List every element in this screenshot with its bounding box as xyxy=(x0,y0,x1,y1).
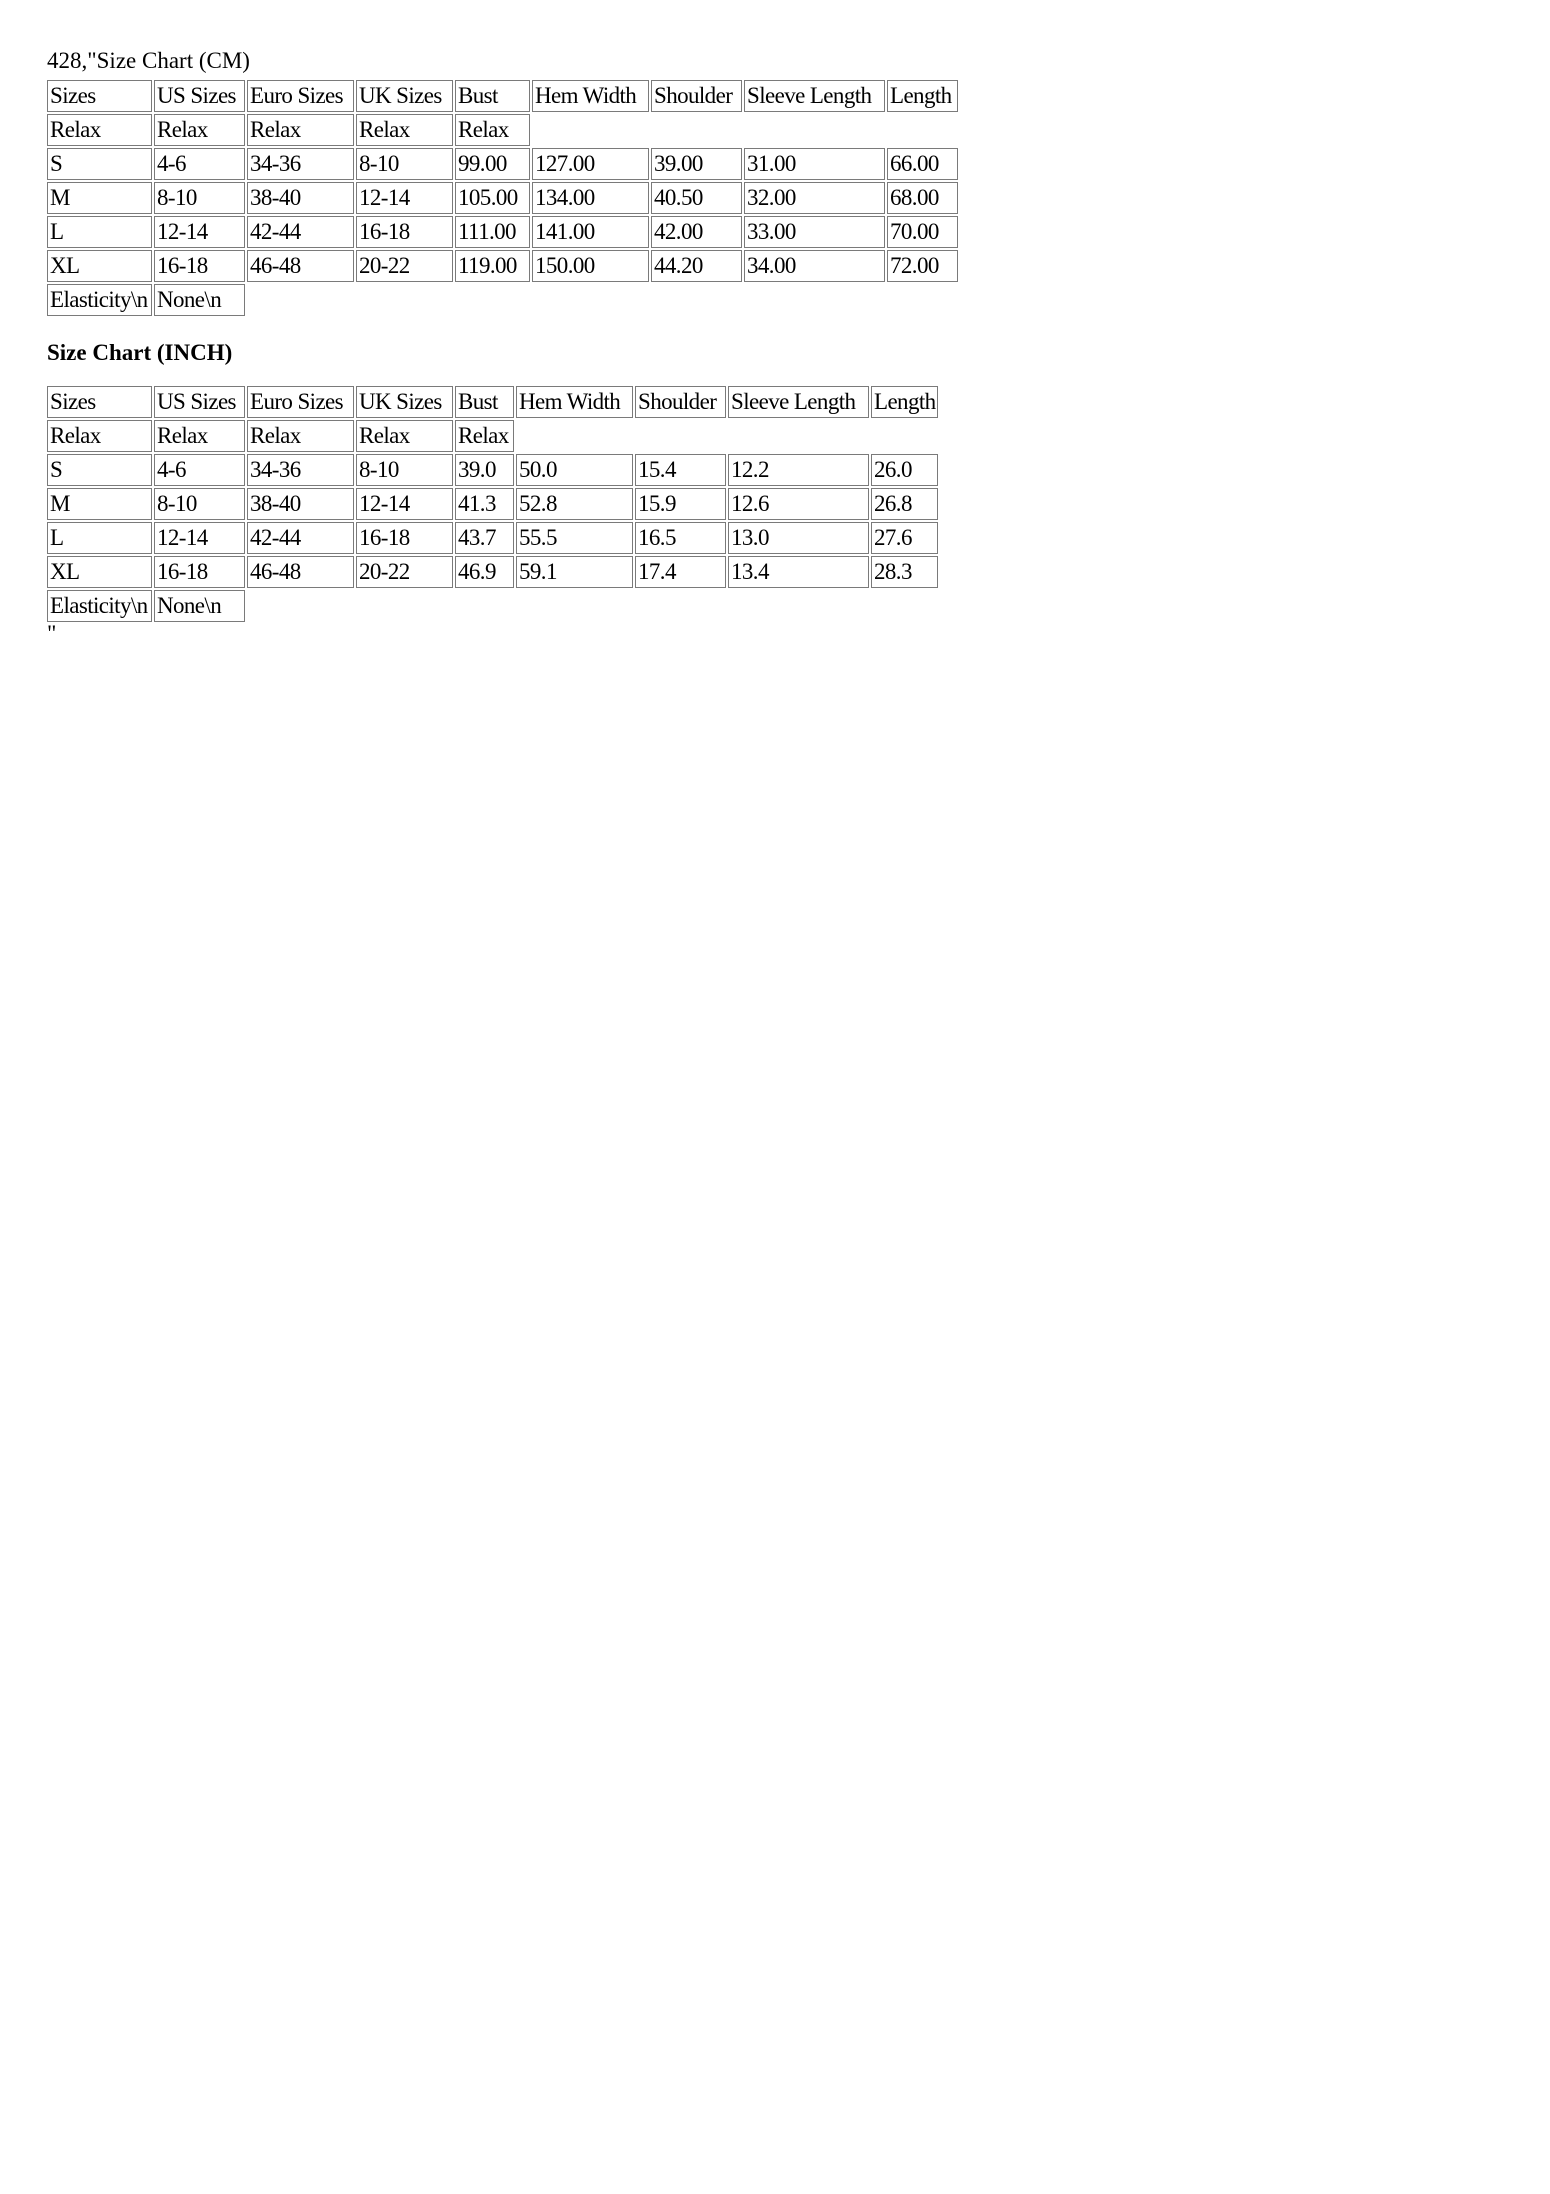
table-cell: 16.5 xyxy=(635,522,726,554)
table-cell: XL xyxy=(47,556,152,588)
empty-cell xyxy=(887,284,958,316)
table-subheader-row xyxy=(47,114,958,146)
table-cell: 4-6 xyxy=(154,454,245,486)
table-cell: 12.2 xyxy=(728,454,869,486)
table-cell: 44.20 xyxy=(651,250,742,282)
table-cell: 52.8 xyxy=(516,488,633,520)
header-cell: US Sizes xyxy=(154,80,245,112)
subheader-cell: Relax xyxy=(47,114,152,146)
header-cell: Sleeve Length xyxy=(728,386,869,418)
subheader-cell: Relax xyxy=(154,114,245,146)
elasticity-label-cell: Elasticity\n xyxy=(47,284,152,316)
table-cell: M xyxy=(47,182,152,214)
empty-cell xyxy=(871,590,938,622)
subheader-cell: Relax xyxy=(455,114,530,146)
table-cell: 50.0 xyxy=(516,454,633,486)
header-cell: UK Sizes xyxy=(356,386,453,418)
table-cell: 15.9 xyxy=(635,488,726,520)
table-cell: 40.50 xyxy=(651,182,742,214)
table-cell: S xyxy=(47,454,152,486)
header-cell: Shoulder xyxy=(651,80,742,112)
inch-chart-heading: Size Chart (INCH) xyxy=(47,340,233,365)
header-cell: Shoulder xyxy=(635,386,726,418)
elasticity-value-cell: None\n xyxy=(154,590,245,622)
table-cell: 12.6 xyxy=(728,488,869,520)
empty-cell xyxy=(887,114,958,146)
empty-cell xyxy=(651,284,742,316)
table-cell: 16-18 xyxy=(154,556,245,588)
table-cell: 8-10 xyxy=(154,488,245,520)
table-cell: 16-18 xyxy=(356,216,453,248)
table-cell: 66.00 xyxy=(887,148,958,180)
table-cell: 43.7 xyxy=(455,522,514,554)
table-row xyxy=(47,250,958,282)
table-cell: 34.00 xyxy=(744,250,885,282)
table-cell: 38-40 xyxy=(247,182,354,214)
table-cell: 119.00 xyxy=(455,250,530,282)
empty-cell xyxy=(455,284,530,316)
empty-cell xyxy=(744,284,885,316)
table-cell: L xyxy=(47,522,152,554)
table-cell: 70.00 xyxy=(887,216,958,248)
subheader-cell: Relax xyxy=(247,420,354,452)
table-cell: 13.4 xyxy=(728,556,869,588)
table-row xyxy=(47,522,938,554)
header-cell: Hem Width xyxy=(532,80,649,112)
table-row xyxy=(47,182,958,214)
table-cell: 12-14 xyxy=(154,216,245,248)
table-row xyxy=(47,556,938,588)
header-cell: Sizes xyxy=(47,386,152,418)
subheader-cell: Relax xyxy=(356,420,453,452)
table-cell: 4-6 xyxy=(154,148,245,180)
table-cell: 111.00 xyxy=(455,216,530,248)
table-cell: 20-22 xyxy=(356,250,453,282)
header-cell: Bust xyxy=(455,80,530,112)
table-cell: 42.00 xyxy=(651,216,742,248)
empty-cell xyxy=(516,590,633,622)
table-cell: 33.00 xyxy=(744,216,885,248)
table-cell: S xyxy=(47,148,152,180)
table-cell: 99.00 xyxy=(455,148,530,180)
table-cell: 46-48 xyxy=(247,250,354,282)
empty-cell xyxy=(247,284,354,316)
table-cell: 150.00 xyxy=(532,250,649,282)
table-cell: XL xyxy=(47,250,152,282)
table-cell: 127.00 xyxy=(532,148,649,180)
table-cell: 34-36 xyxy=(247,148,354,180)
table-cell: 8-10 xyxy=(356,148,453,180)
header-cell: US Sizes xyxy=(154,386,245,418)
header-cell: Hem Width xyxy=(516,386,633,418)
table-cell: 28.3 xyxy=(871,556,938,588)
subheader-cell: Relax xyxy=(154,420,245,452)
document-page xyxy=(47,48,960,646)
table-cell: M xyxy=(47,488,152,520)
table-cell: 27.6 xyxy=(871,522,938,554)
header-cell: Euro Sizes xyxy=(247,386,354,418)
table-cell: 16-18 xyxy=(154,250,245,282)
table-cell: 12-14 xyxy=(356,488,453,520)
table-cell: 46-48 xyxy=(247,556,354,588)
empty-cell xyxy=(356,284,453,316)
elasticity-row xyxy=(47,284,958,316)
empty-cell xyxy=(871,420,938,452)
header-cell: Bust xyxy=(455,386,514,418)
table-row xyxy=(47,454,938,486)
empty-cell xyxy=(728,420,869,452)
table-cell: 12-14 xyxy=(154,522,245,554)
table-cell: 46.9 xyxy=(455,556,514,588)
table-cell: 72.00 xyxy=(887,250,958,282)
table-cell: 17.4 xyxy=(635,556,726,588)
document-closing-quote: " xyxy=(47,621,57,646)
size-chart-inch-table xyxy=(45,384,940,624)
table-cell: 20-22 xyxy=(356,556,453,588)
table-cell: 8-10 xyxy=(154,182,245,214)
table-row xyxy=(47,148,958,180)
elasticity-row xyxy=(47,590,938,622)
empty-cell xyxy=(635,420,726,452)
empty-cell xyxy=(651,114,742,146)
header-cell: Length xyxy=(887,80,958,112)
table-cell: 31.00 xyxy=(744,148,885,180)
header-cell: Euro Sizes xyxy=(247,80,354,112)
header-cell: Length xyxy=(871,386,938,418)
table-header-row xyxy=(47,80,958,112)
table-cell: 134.00 xyxy=(532,182,649,214)
elasticity-value-cell: None\n xyxy=(154,284,245,316)
table-cell: 34-36 xyxy=(247,454,354,486)
subheader-cell: Relax xyxy=(47,420,152,452)
header-cell: Sleeve Length xyxy=(744,80,885,112)
table-cell: 41.3 xyxy=(455,488,514,520)
header-cell: UK Sizes xyxy=(356,80,453,112)
table-cell: 68.00 xyxy=(887,182,958,214)
table-cell: 8-10 xyxy=(356,454,453,486)
table-cell: 141.00 xyxy=(532,216,649,248)
empty-cell xyxy=(635,590,726,622)
table-cell: 39.0 xyxy=(455,454,514,486)
table-cell: L xyxy=(47,216,152,248)
subheader-cell: Relax xyxy=(356,114,453,146)
table-cell: 105.00 xyxy=(455,182,530,214)
table-cell: 38-40 xyxy=(247,488,354,520)
subheader-cell: Relax xyxy=(247,114,354,146)
table-cell: 15.4 xyxy=(635,454,726,486)
empty-cell xyxy=(356,590,453,622)
empty-cell xyxy=(744,114,885,146)
table-cell: 26.8 xyxy=(871,488,938,520)
table-cell: 26.0 xyxy=(871,454,938,486)
header-cell: Sizes xyxy=(47,80,152,112)
subheader-cell: Relax xyxy=(455,420,514,452)
table-header-row xyxy=(47,386,938,418)
table-row xyxy=(47,488,938,520)
table-cell: 42-44 xyxy=(247,216,354,248)
table-cell: 13.0 xyxy=(728,522,869,554)
table-cell: 16-18 xyxy=(356,522,453,554)
empty-cell xyxy=(728,590,869,622)
empty-cell xyxy=(247,590,354,622)
empty-cell xyxy=(516,420,633,452)
empty-cell xyxy=(532,284,649,316)
table-cell: 42-44 xyxy=(247,522,354,554)
table-cell: 55.5 xyxy=(516,522,633,554)
document-prefix-title: 428,"Size Chart (CM) xyxy=(47,48,250,73)
table-subheader-row xyxy=(47,420,938,452)
empty-cell xyxy=(532,114,649,146)
empty-cell xyxy=(455,590,514,622)
table-row xyxy=(47,216,958,248)
size-chart-cm-table xyxy=(45,78,960,318)
table-cell: 59.1 xyxy=(516,556,633,588)
table-cell: 32.00 xyxy=(744,182,885,214)
table-cell: 39.00 xyxy=(651,148,742,180)
table-cell: 12-14 xyxy=(356,182,453,214)
elasticity-label-cell: Elasticity\n xyxy=(47,590,152,622)
